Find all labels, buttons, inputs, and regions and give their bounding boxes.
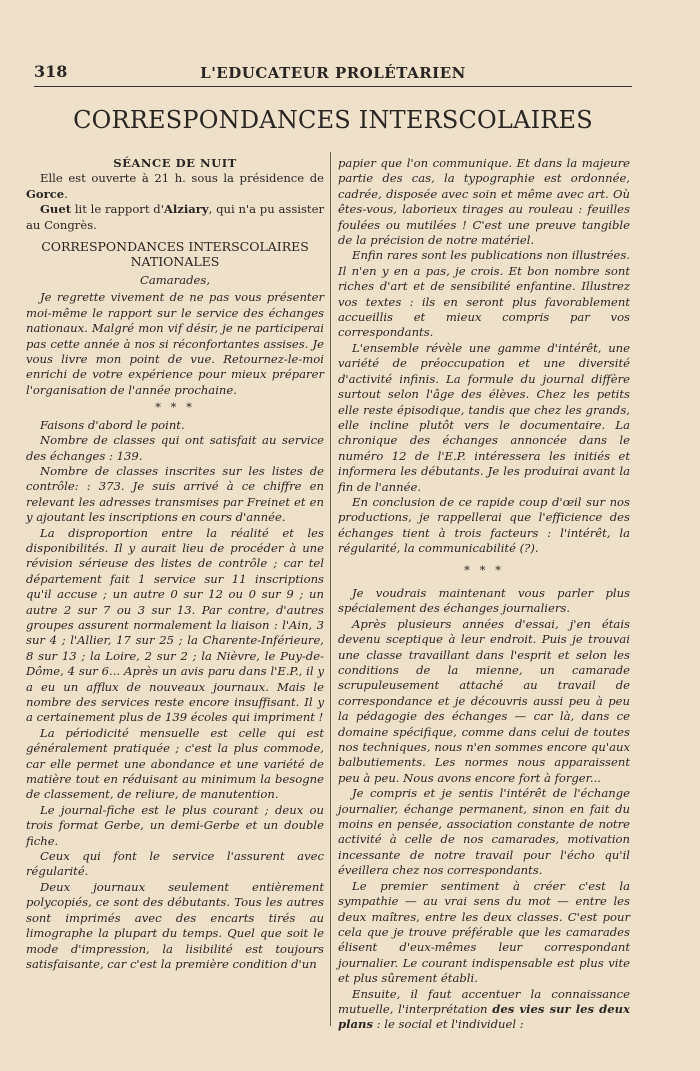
paragraph: Deux journaux seulement entièrement polycopiés, ce sont des débutants. Tous les autres sont imprimés avec des encarts tirés au limographe la plupart du temps. Quel que soit le mode d'impression, la lisibilité est toujours satisfaisante, car c'est la première condition d'un (26, 879, 324, 971)
column-divider (330, 152, 331, 1026)
paragraph: papier que l'on communique. Et dans la majeure partie des cas, la typographie est ordonnée, cadrée, disposée avec soin et même avec art. Où êtes-vous, laborieux tirages au rouleau : feuilles foulées ou mutilées ! C'est une preuve tangible de la précision de notre matériel. (338, 156, 630, 248)
paragraph: Je voudrais maintenant vous parler plus spécialement des échanges journaliers. (338, 585, 630, 616)
journal-title: L'EDUCATEUR PROLÉTARIEN (200, 64, 466, 82)
paragraph: Ensuite, il faut accentuer la connaissance mutuelle, l'interprétation des vies sur les deux plans : le social et l'individuel : (338, 986, 630, 1032)
stars-separator: * * * (464, 562, 504, 577)
paragraph: Je compris et je sentis l'intérêt de l'échange journalier, échange permanent, sinon en fait du moins en pensée, association constante de notre activité à celle de nos camarades, motivation incessante de notre travail pour l'écho qu'il éveillera chez nos correspondants. (338, 786, 630, 878)
paragraph: En conclusion de ce rapide coup d'œil sur nos productions, je rappellerai que l'efficience des échanges tient à trois facteurs : l'intérêt, la régularité, la communicabilité (?). (338, 494, 630, 556)
paragraph: L'ensemble révèle une gamme d'intérêt, une variété de préoccupation et une diversité d'activité infinis. La formule du journal diffère surtout selon l'âge des élèves. Chez les petits elle reste épisodique, tandis que chez les grands, elle incline plutôt vers le documentaire. La chronique des échanges annoncée dans le numéro 12 de l'E.P. intéressera les initiés et informera les débutants. Je les produirai avant la fin de l'année. (338, 340, 630, 494)
paragraph: Le premier sentiment à créer c'est la sympathie — au vrai sens du mot — entre les deux maîtres, entre les deux classes. C'est pour cela que je trouve préférable que les camarades élisent d'eux-mêmes leur correspondant journalier. Le courant indispensable est plus vite et plus sûrement établi. (338, 878, 630, 986)
left-column (26, 156, 324, 972)
paragraph: Je regrette vivement de ne pas vous présenter moi-même le rapport sur le service des échanges nationaux. Malgré mon vif désir, je ne participerai pas cette année à nos si réconfortantes assises. Je vous livre mon point de vue. Retournez-le-moi enrichi de votre expérience pour mieux préparer l'organisation de l'année prochaine. (26, 290, 324, 397)
paragraph: Ceux qui font le service l'assurent avec régularité. (26, 849, 324, 879)
greeting: Camarades, (139, 273, 211, 288)
right-column (338, 156, 630, 1033)
subheading: CORRESPONDANCES INTERSCOLAIRES NATIONALES (41, 239, 309, 270)
paragraph: La disproportion entre la réalité et les disponibilités. Il y aurait lieu de procéder à une révision sérieuse des listes de contrôle ; car tel département fait 1 service sur 11 inscriptions qu'il accuse ; un autre 0 sur 12 ou 0 sur 9 ; un autre 2 sur 7 ou 3 sur 13. Par contre, d'autres groupes assurent normalement la liaison : l'Ain, 3 sur 4 ; l'Allier, 17 sur 25 ; la Charente-Inférieure, 8 sur 13 ; la Loire, 2 sur 2 ; la Nièvre, le Puy-de-Dôme, 4 sur 6... Après un avis paru dans l'E.P., il y a eu un afflux de nouveaux journaux. Mais le nombre des services reste encore insuffisant. Il y a certainement plus de 139 écoles qui impriment ! (26, 525, 324, 725)
paragraph: Faisons d'abord le point. (40, 417, 185, 432)
paragraph: Après plusieurs années d'essai, j'en étais devenu sceptique à leur endroit. Puis je trouvai une classe travaillant dans l'esprit et selon les conditions de la mienne, un camarade scrupuleusement attaché au travail de correspondance et je découvris aussi peu à peu la pédagogie des échanges — car là, dans ce domaine spécifique, comme dans celui de toutes nos techniques, nous n'en sommes encore qu'aux balbutiements. Les normes nous apparaissent peu à peu. Nous avons encore fort à forger... (338, 616, 630, 785)
opening-paragraph: Elle est ouverte à 21 h. sous la présidence de Gorce. (26, 171, 324, 201)
report-paragraph: Guet lit le rapport d'Alziary, qui n'a pu assister au Congrès. (26, 202, 324, 232)
page-header (34, 60, 632, 87)
paragraph: Nombre de classes qui ont satisfait au service des échanges : 139. (26, 433, 324, 463)
paragraph: Nombre de classes inscrites sur les listes de contrôle: : 373. Je suis arrivé à ce chiffre en relevant les adresses transmises par Freinet et en y ajoutant les inscriptions en cours d'année. (26, 463, 324, 525)
article-title: CORRESPONDANCES INTERSCOLAIRES (73, 106, 593, 134)
section-title: SÉANCE DE NUIT (113, 156, 237, 170)
paragraph: Enfin rares sont les publications non illustrées. Il n'en y en a pas, je crois. Et bon nombre sont riches d'art et de sensibilité enfantine. Illustrez vos textes : ils en seront plus favorablement accueillis et mieux compris par vos correspondants. (338, 248, 630, 340)
stars-separator: * * * (155, 400, 195, 415)
paragraph: Le journal-fiche est le plus courant ; deux ou trois format Gerbe, un demi-Gerbe et un double fiche. (26, 802, 324, 848)
paragraph: La périodicité mensuelle est celle qui est généralement pratiquée ; c'est la plus commode, car elle permet une abondance et une variété de matière tout en réduisant au minimum la besogne de classement, de reliure, de manutention. (26, 725, 324, 802)
page-number: 318 (34, 62, 68, 81)
